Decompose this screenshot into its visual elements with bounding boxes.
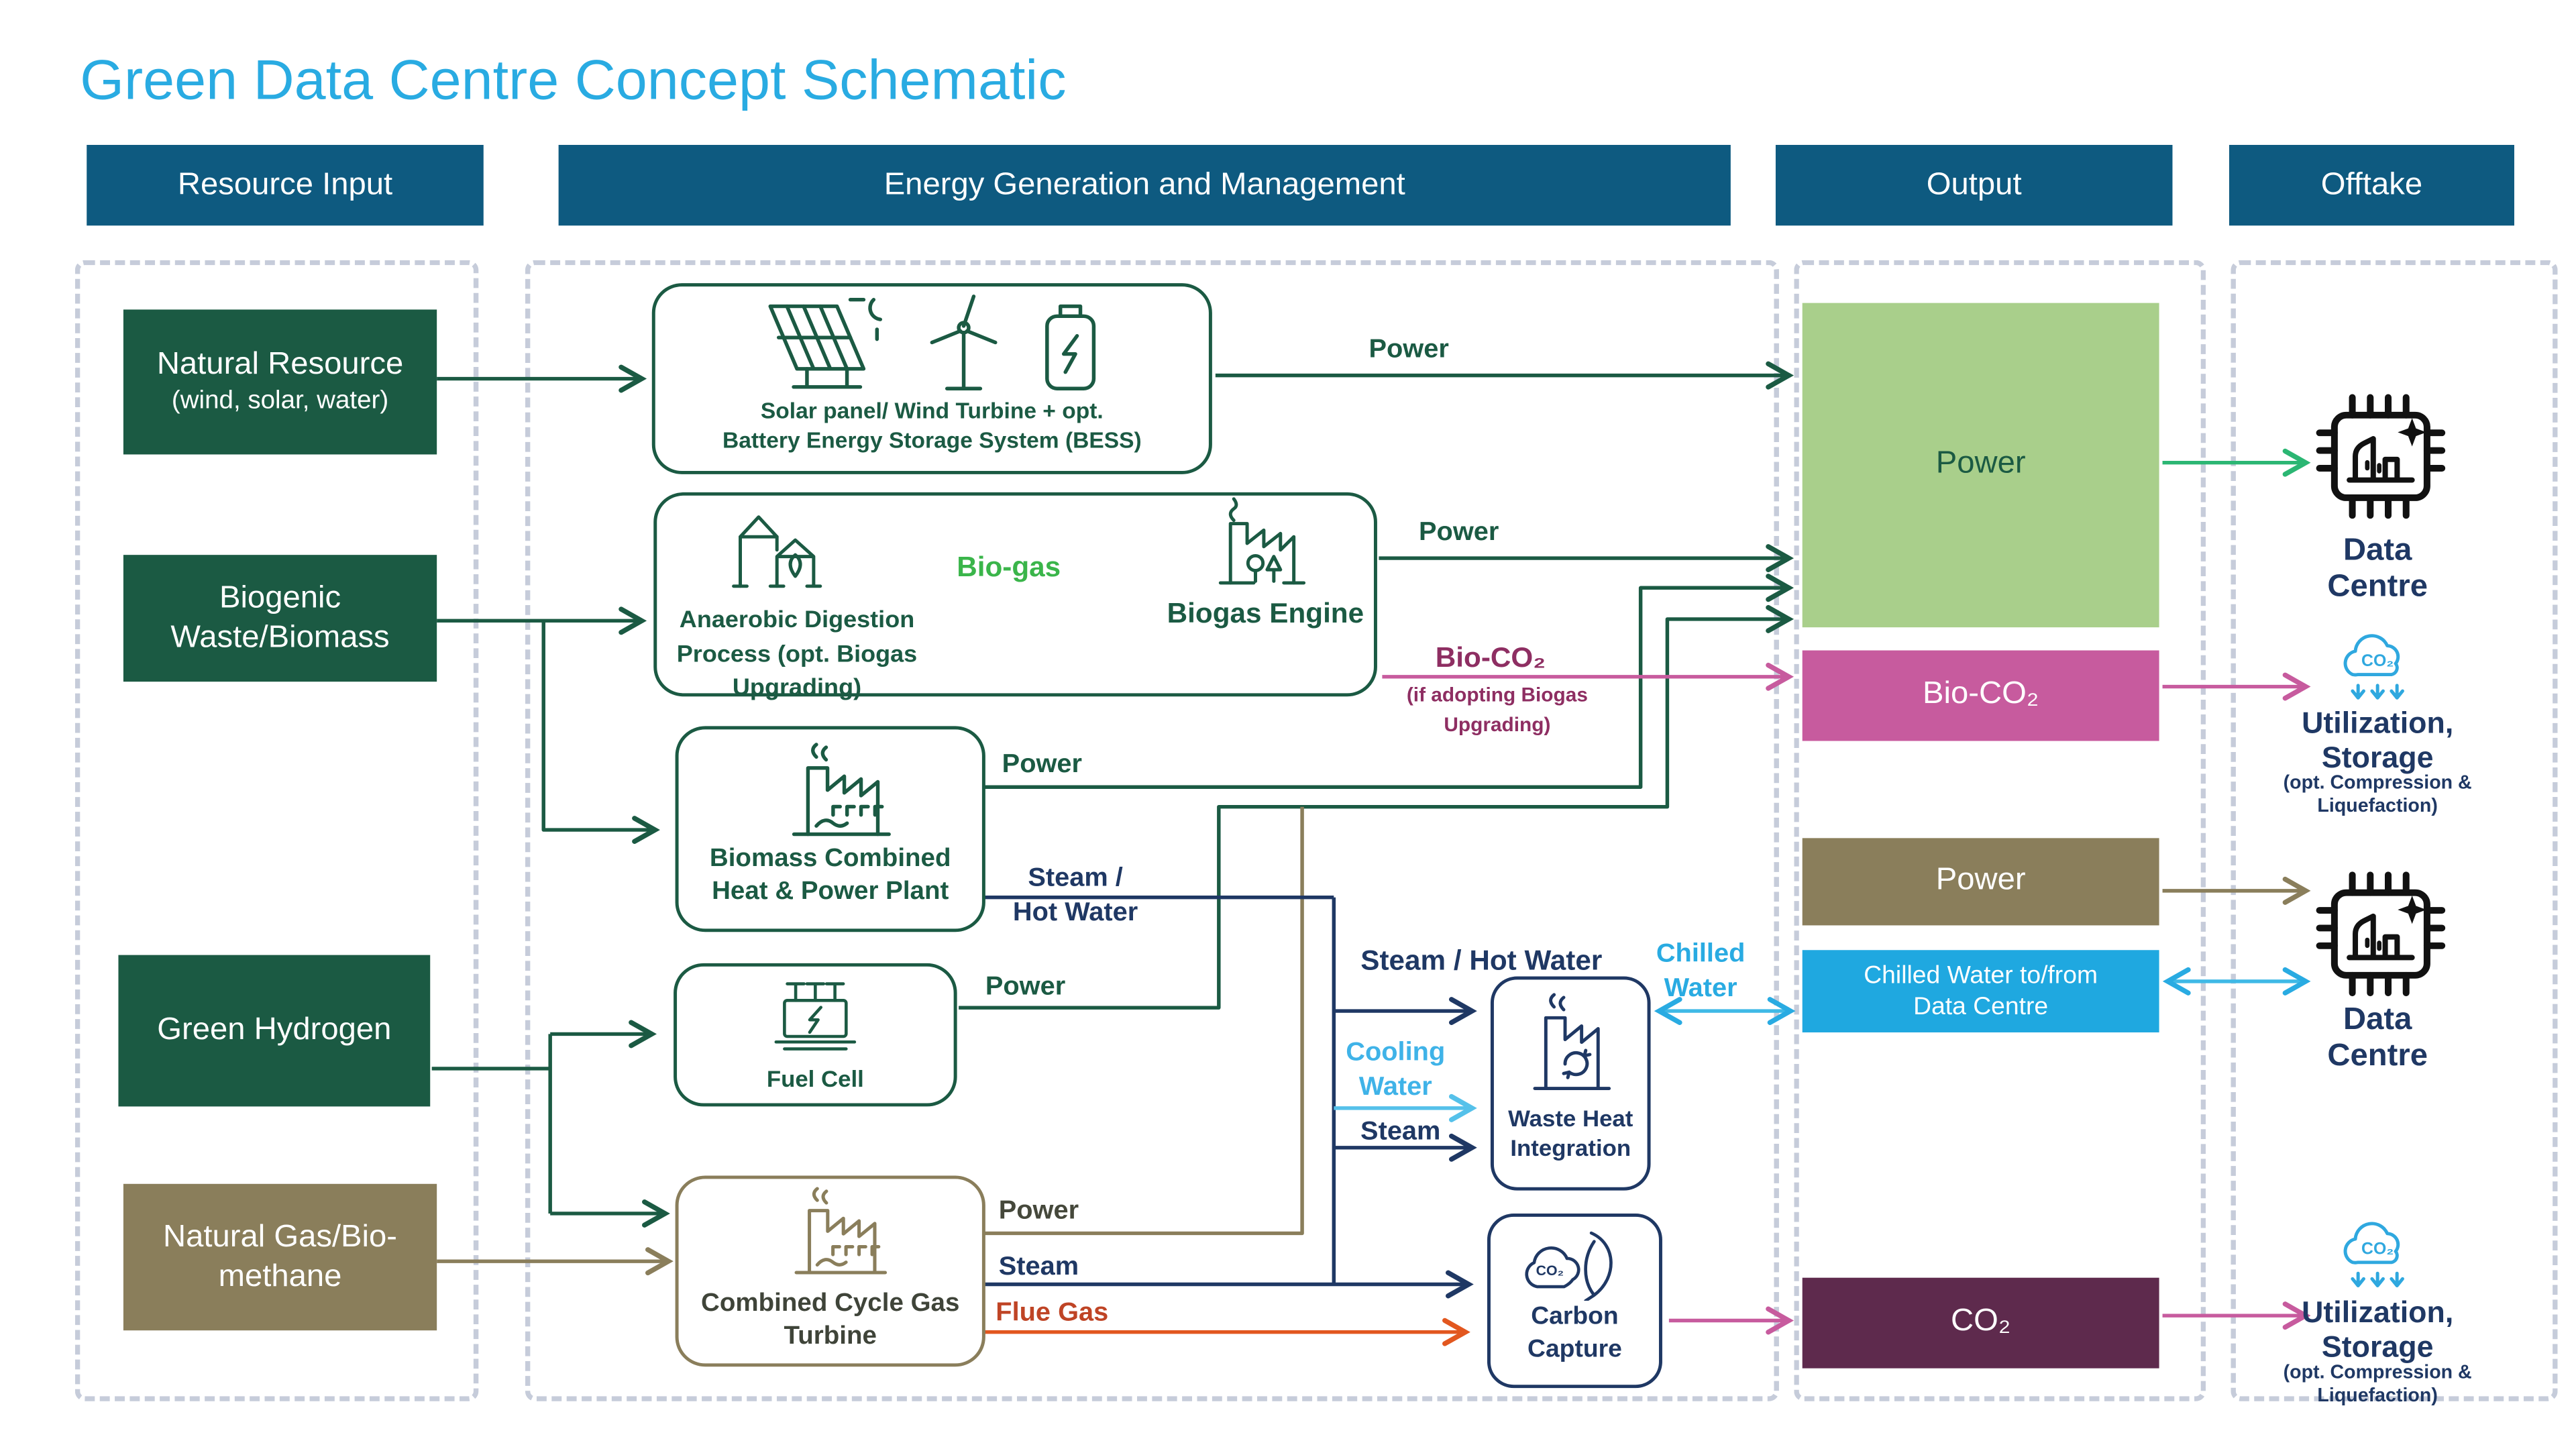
biogas-engine-icon bbox=[1207, 497, 1310, 589]
output-box-chilled-water: Chilled Water to/from Data Centre bbox=[1803, 950, 2159, 1032]
co2-cloud-icon bbox=[2328, 623, 2428, 705]
ccgt-icon bbox=[763, 1182, 897, 1277]
header-offtake: Offtake bbox=[2229, 145, 2514, 225]
anaerobic-label: Anaerobic Digestion Process (opt. Biogas Upgrading) bbox=[676, 607, 918, 702]
solar-panel-icon bbox=[734, 293, 901, 398]
box-green-hydrogen: Green Hydrogen bbox=[118, 955, 430, 1107]
flow-label-power-solar: Power bbox=[1368, 335, 1449, 364]
box-natural-resource: Natural Resource (wind, solar, water) bbox=[123, 309, 437, 454]
flow-label-steam-hotwater-big: Steam / Hot Water bbox=[1360, 945, 1603, 977]
offtake-utilization-2-note: (opt. Compression & Liquefaction) bbox=[2283, 1363, 2472, 1406]
header-resource-input: Resource Input bbox=[87, 145, 484, 225]
offtake-utilization-1-note: (opt. Compression & Liquefaction) bbox=[2283, 773, 2472, 816]
svg-text:CO₂: CO₂ bbox=[2361, 652, 2394, 671]
flow-label-flue-gas: Flue Gas bbox=[996, 1299, 1109, 1328]
biomass-label: Biomass Combined Heat & Power Plant bbox=[709, 845, 951, 907]
output-box-co2: CO₂ bbox=[1803, 1278, 2159, 1368]
biomass-plant-icon bbox=[759, 738, 902, 840]
flow-label-power-biomass: Power bbox=[1002, 751, 1083, 779]
flow-label-power-ccgt: Power bbox=[998, 1197, 1079, 1226]
header-output: Output bbox=[1776, 145, 2173, 225]
output-box-power-gas: Power bbox=[1803, 838, 2159, 925]
flow-label-chilled-water: Chilled Water bbox=[1656, 940, 1746, 1003]
waste-heat-icon bbox=[1512, 988, 1629, 1097]
waste-heat-label: Waste Heat Integration bbox=[1508, 1104, 1633, 1162]
carbon-capture-label: Carbon Capture bbox=[1527, 1302, 1622, 1363]
sparkle-glyph bbox=[2398, 418, 2426, 446]
flow-label-bio-co2-note1: (if adopting Biogas bbox=[1406, 683, 1588, 706]
line-biogenic-to-biomass bbox=[543, 621, 653, 830]
flow-label-biogas: Bio-gas bbox=[957, 551, 1061, 583]
flow-label-steam-ccgt: Steam bbox=[998, 1252, 1079, 1281]
offtake-data-centre-2-label: Data Centre bbox=[2327, 1002, 2428, 1075]
box-natural-gas: Natural Gas/Bio- methane bbox=[123, 1184, 437, 1330]
digester-silo-icon bbox=[720, 500, 830, 596]
data-centre-chip-icon-2 bbox=[2308, 863, 2451, 1011]
page-title: Green Data Centre Concept Schematic bbox=[80, 49, 1067, 112]
battery-icon bbox=[1037, 297, 1104, 395]
fuel-cell-label: Fuel Cell bbox=[766, 1065, 864, 1092]
output-box-bio-co2: Bio-CO₂ bbox=[1803, 651, 2159, 741]
line-hydrogen-to-fuelcell bbox=[432, 1034, 651, 1214]
svg-text:CO₂: CO₂ bbox=[1536, 1263, 1564, 1279]
svg-text:CO₂: CO₂ bbox=[2361, 1240, 2394, 1258]
sparkle-glyph bbox=[2398, 896, 2426, 924]
flow-label-power-fuelcell: Power bbox=[985, 973, 1066, 1002]
header-energy-generation: Energy Generation and Management bbox=[559, 145, 1731, 225]
flow-label-cooling-water: Cooling Water bbox=[1346, 1038, 1446, 1102]
wind-turbine-icon bbox=[914, 290, 1014, 398]
flow-label-steam-whi: Steam bbox=[1360, 1118, 1441, 1146]
solar-box-label: Solar panel/ Wind Turbine + opt. Battery Energy Storage System (BESS) bbox=[722, 398, 1142, 453]
ccgt-label: Combined Cycle Gas Turbine bbox=[701, 1289, 960, 1351]
flow-label-power-biogas: Power bbox=[1419, 519, 1499, 547]
fuel-cell-icon bbox=[753, 970, 877, 1059]
carbon-capture-icon bbox=[1511, 1222, 1641, 1301]
offtake-utilization-2-label: Utilization, Storage bbox=[2302, 1295, 2454, 1364]
offtake-data-centre-1-label: Data Centre bbox=[2327, 533, 2428, 605]
biogas-engine-label: Biogas Engine bbox=[1167, 597, 1364, 629]
data-centre-chip-icon bbox=[2308, 385, 2451, 533]
flow-label-steam-hotwater: Steam / Hot Water bbox=[1012, 864, 1138, 927]
co2-cloud-icon-2 bbox=[2328, 1210, 2428, 1293]
output-box-power-renewable: Power bbox=[1803, 303, 2159, 628]
offtake-utilization-1-label: Utilization, Storage bbox=[2302, 706, 2454, 775]
flow-label-bio-co2: Bio-CO₂ bbox=[1435, 642, 1546, 674]
flow-label-bio-co2-note2: Upgrading) bbox=[1444, 712, 1551, 737]
box-biogenic-waste: Biogenic Waste/Biomass bbox=[123, 555, 437, 682]
